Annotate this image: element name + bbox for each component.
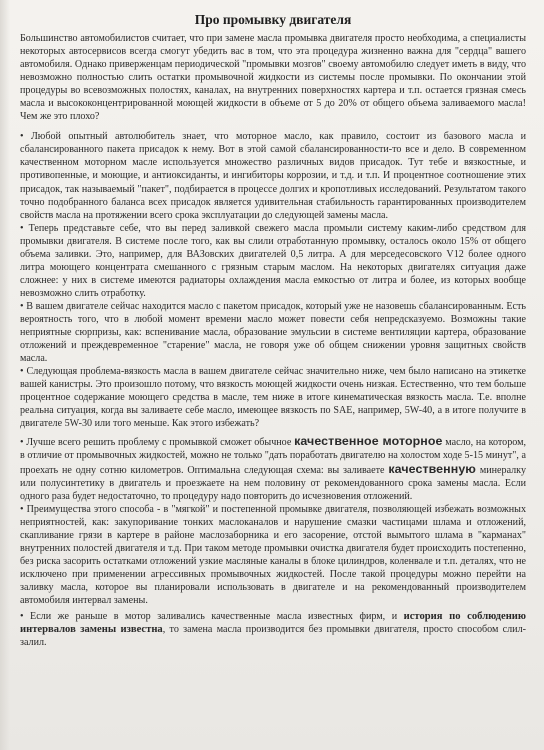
emphasis-quality: качественную: [388, 461, 476, 476]
emphasis-interval-history: история по соблюдению интервалов замены известна: [20, 611, 526, 636]
text-run: • Лучше всего решить проблему с промывкой сможет обычное: [20, 437, 295, 449]
text-run: • Если же раньше в мотор заливались качественные масла известных фирм, и: [20, 611, 404, 623]
paragraph-unbalanced-additives: • В вашем двигателе сейчас находится масло с пакетом присадок, который уже не назовешь сбалансированным. Есть вероятность того, что в любой момент времени масло может повести себя непредсказуемо. Возможны такие неприятные сюрпризы, как: вспенивание масла, образование эмульсии в системе вентиляции картера, образование отложений и преждевременное "старение" масла, не говоря уже об общем снижении уровня защитных свойств масла.: [20, 300, 526, 365]
text-run: масло, на котором, в отличие от промывочных жидкостей, можно не только "дать поработать двигателю на холостом ходе 5-15 минут", а проехать не одну сотню километров. Оптимальна следующая схема: вы заливаете: [20, 437, 527, 476]
paragraph-conclusion: [20, 610, 526, 649]
paragraph-recommended-method: [20, 435, 526, 502]
article-title: Про промывку двигателя: [194, 12, 352, 27]
paragraph-oil-composition: • Любой опытный автолюбитель знает, что моторное масло, как правило, состоит из базового масла и сбалансированного пакета присадок к нему. Вот в этой самой сбалансированности-то все и дело. В современном качественном моторном масле используется множество различных видов присадок. Тут тебе и вязкостные, и противопенные, и моющие, и антиоксиданты, и ингибиторы коррозии, и т.д. и т.п. И процентное соотношение этих присадок, так называемый "пакет", подбирается в процессе долгих и кропотливых исследований. Результатом такого точно подобранного баланса всех присадок является удивительная стабильность гарантированных производителем свойств масла на протяжении всего срока эксплуатации до следующей замены масла.: [20, 131, 526, 221]
emphasis-quality-motor: качественное моторное: [294, 434, 443, 449]
article: [20, 12, 526, 649]
paragraph-advantages: • Преимущества этого способа - в "мягкой" и постепенной промывке двигателя, позволяющей избежать возможных неприятностей, как: закупоривание тонких маслоканалов и нарушение смазки частицами шлама и отложений, скапливание грязи в картере в районе маслозаборника и его засорение, отстой вымытого шлама в "карманах" внутренних полостей двигателя и т.д. При таком методе промывки очистка двигателя будет происходить постепенно, без риска засорить остатками отложений узкие масляные каналы в блоке цилиндров, коленвале и т.п. деталях, что не исключено при применении агрессивных промывочных жидкостей. После такой процедуры можно перейти на заливку масла, которое вы планировали использовать в двигателе и на рекомендованный производителем автомобиля интервал замены.: [20, 503, 526, 606]
text-run: , то замена масла производится без промывки двигателя, просто способом слил-залил.: [20, 624, 526, 649]
paragraph-flush-residue: • Теперь представьте себе, что вы перед заливкой свежего масла промыли систему каким-либо средством для промывки двигателя. В системе после того, как вы слили отработанную промывку, осталось около 15% от общего объема заливки. Это, например, для ВАЗовских двигателей 0,5 литра. А для мерседесовского V12 более одного литра моющего концентрата смешанного с грязным старым маслом. На некоторых двигателях ситуация даже сложнее: у них в системе имеются радиаторы охлаждения масла емкостью от литра и более, из которых вообще невозможно слить отработку.: [20, 222, 526, 299]
paragraph-viscosity-problem: • Следующая проблема-вязкость масла в вашем двигателе сейчас значительно ниже, чем было написано на этикетке вашей канистры. Это произошло потому, что вязкость моющей жидкости очень низкая. Естественно, что тем больше процентное содержание моющего средства в масле, тем ниже в итоге кинематическая вязкость масла. Т.е. вполне реальна ситуация, когда вы заливаете себе масло, имеющее вязкость по SAE, например, 5W-40, а в итоге получите в двигателе 5W-30 или того меньше. Как этого избежать?: [20, 366, 526, 430]
intro-paragraph: Большинство автомобилистов считает, что при замене масла промывка двигателя просто необходима, а специалисты некоторых автосервисов всегда смогут убедить вас в том, что эта процедура жизненно важна для "сердца" вашего автомобиля. Однако приверженцам периодической "промывки мозгов" своему автомобилю следует иметь в виду, что невозможно полностью слить остатки промывочной жидкости из системы после промывки. По окончании этой процедуры во всевозможных полостях, каналах, на внутренних поверхностях картера и т.п. остается грязная смесь масла и высококонцентрированной моющей жидкости в объеме от 5 до 20% от общего объема заливаемого масла! Чем же это плохо?: [20, 33, 526, 123]
text-run: минералку или полусинтетику в двигатель и проезжаете на нем половину от рекомендованного срока замены масла. Если одного раза будет недостаточно, то процедуру надо повторить до исчезновения отложений.: [20, 464, 526, 502]
